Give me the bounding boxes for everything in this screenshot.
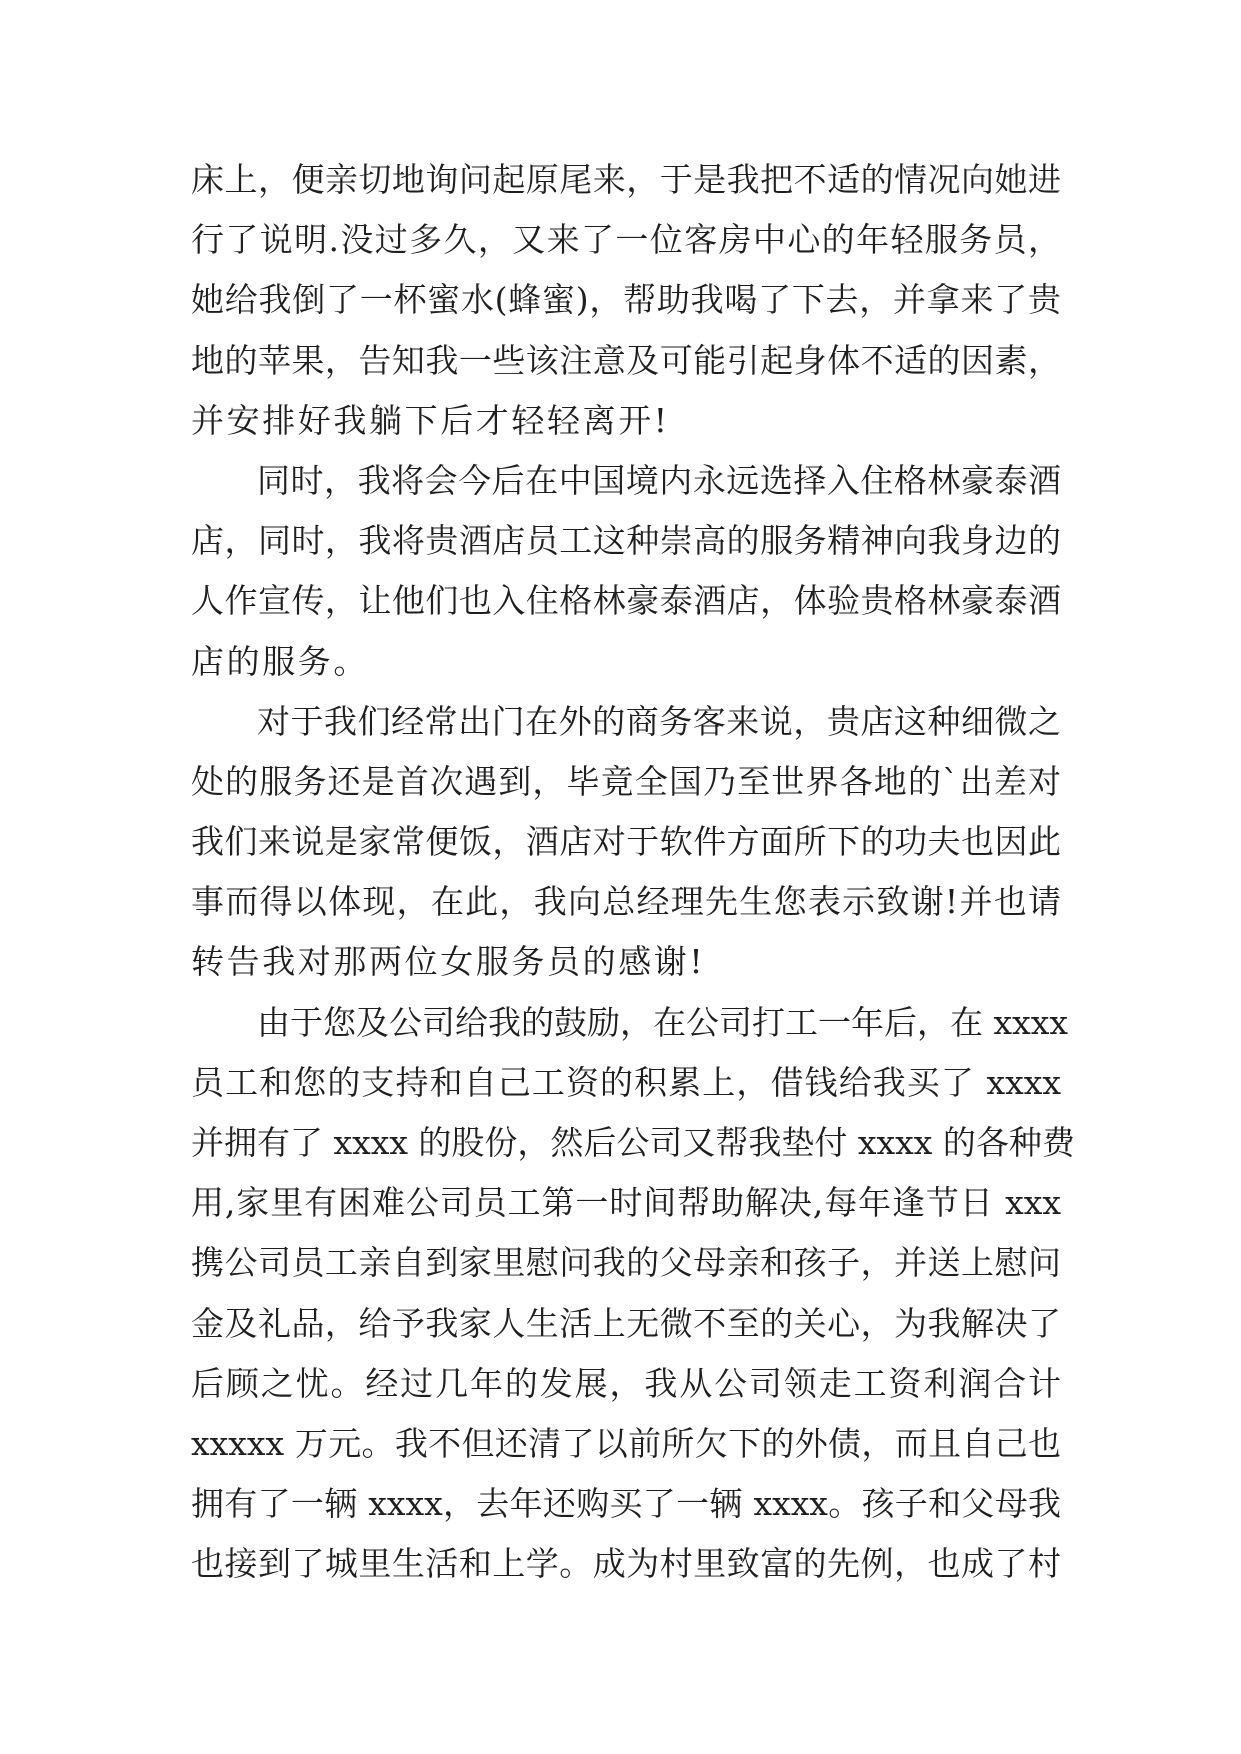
text-line: 店，同时，我将贵酒店员工这种崇高的服务精神向我身边的 <box>191 521 1061 561</box>
text-line: 行了说明.没过多久，又来了一位客房中心的年轻服务员， <box>191 220 1061 260</box>
text-line: 转告我对那两位女服务员的感谢! <box>191 942 706 982</box>
text-line: 携公司员工亲自到家里慰问我的父母亲和孩子，并送上慰问 <box>191 1243 1061 1283</box>
text-line: 地的苹果，告知我一些该注意及可能引起身体不适的因素， <box>191 340 1061 380</box>
text-line: 对于我们经常出门在外的商务客来说，贵店这种细微之 <box>257 701 1061 741</box>
text-line: 拥有了一辆 xxxx，去年还购买了一辆 xxxx。孩子和父母我 <box>191 1484 1061 1524</box>
text-line: 床上，便亲切地询问起原尾来，于是我把不适的情况向她进 <box>191 160 1061 199</box>
text-line: 用,家里有困难公司员工第一时间帮助解决,每年逢节日 xxx <box>191 1183 1061 1223</box>
text-line: 员工和您的支持和自己工资的积累上，借钱给我买了 xxxx <box>191 1062 1061 1102</box>
text-line: 由于您及公司给我的鼓励，在公司打工一年后，在 xxxx <box>257 1002 1068 1042</box>
text-line: 我们来说是家常便饭，酒店对于软件方面所下的功夫也因此 <box>191 822 1061 862</box>
text-line: 人作宣传，让他们也入住格林豪泰酒店，体验贵格林豪泰酒 <box>191 581 1061 621</box>
text-line: 事而得以体现，在此，我向总经理先生您表示致谢!并也请 <box>191 882 1061 922</box>
text-line: xxxxx 万元。我不但还清了以前所欠下的外债，而且自己也 <box>191 1423 1061 1463</box>
text-line: 金及礼品，给予我家人生活上无微不至的关心，为我解决了 <box>191 1303 1061 1343</box>
text-line: 店的服务。 <box>191 641 369 681</box>
text-line: 并拥有了 xxxx 的股份，然后公司又帮我垫付 xxxx 的各种费 <box>191 1123 1075 1162</box>
document-body <box>191 160 1075 1605</box>
text-line: 并安排好我躺下后才轻轻离开! <box>191 400 670 440</box>
text-line: 同时，我将会今后在中国境内永远选择入住格林豪泰酒 <box>257 460 1061 500</box>
text-line: 处的服务还是首次遇到，毕竟全国乃至世界各地的`出差对 <box>191 761 1061 801</box>
text-line: 她给我倒了一杯蜜水(蜂蜜)，帮助我喝了下去，并拿来了贵 <box>191 280 1061 320</box>
text-line: 后顾之忧。经过几年的发展，我从公司领走工资利润合计 <box>191 1363 1061 1403</box>
text-line: 也接到了城里生活和上学。成为村里致富的先例，也成了村 <box>191 1544 1061 1584</box>
